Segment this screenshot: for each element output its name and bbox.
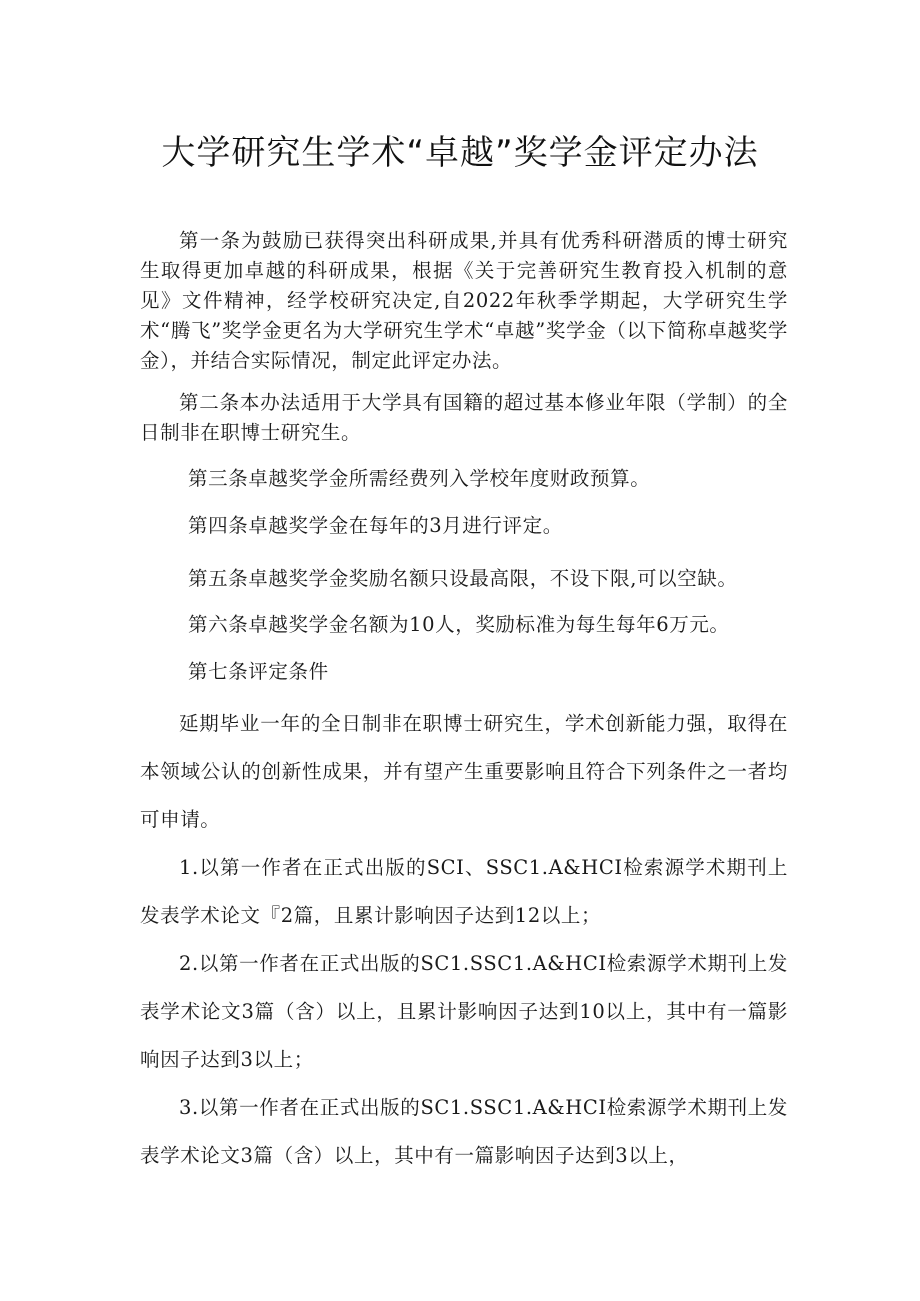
article-7-heading: 第七条评定条件: [188, 660, 329, 683]
article-1: 第一条为鼓励已获得突出科研成果,并具有优秀科研潜质的博士研究生取得更加卓越的科研成果，根据《关于完善研究生教育投入机制的意见》文件精神，经学校研究决定,自2022年秋季学期起，大学研究生学术“腾飞”奖学金更名为大学研究生学术“卓越”奖学金（以下简称卓越奖学金），并结合实际情况，制定此评定办法。: [140, 229, 788, 372]
condition-item-3: 3.以第一作者在正式出版的SC1.SSC1.A&HCI检索源学术期刊上发表学术论文3篇（含）以上，其中有一篇影响因子达到3以上，: [140, 1096, 788, 1167]
article-2: 第二条本办法适用于大学具有国籍的超过基本修业年限（学制）的全日制非在职博士研究生。: [140, 391, 788, 444]
article-4: 第四条卓越奖学金在每年的3月进行评定。: [188, 514, 563, 537]
eligibility-paragraph: 延期毕业一年的全日制非在职博士研究生，学术创新能力强，取得在本领域公认的创新性成果，并有望产生重要影响且符合下列条件之一者均可申请。: [140, 712, 788, 831]
condition-item-2: 2.以第一作者在正式出版的SC1.SSC1.A&HCI检索源学术期刊上发表学术论文3篇（含）以上，且累计影响因子达到10以上，其中有一篇影响因子达到3以上；: [140, 952, 788, 1071]
article-6: 第六条卓越奖学金名额为10人，奖励标准为每生每年6万元。: [188, 613, 730, 636]
condition-item-1: 1.以第一作者在正式出版的SCI、SSC1.A&HCI检索源学术期刊上发表学术论文『2篇，且累计影响因子达到12以上；: [140, 856, 788, 927]
article-5: 第五条卓越奖学金奖励名额只设最高限，不设下限,可以空缺。: [188, 567, 738, 590]
document-title: 大学研究生学术“卓越”奖学金评定办法: [161, 133, 759, 173]
article-3: 第三条卓越奖学金所需经费列入学校年度财政预算。: [188, 467, 651, 490]
